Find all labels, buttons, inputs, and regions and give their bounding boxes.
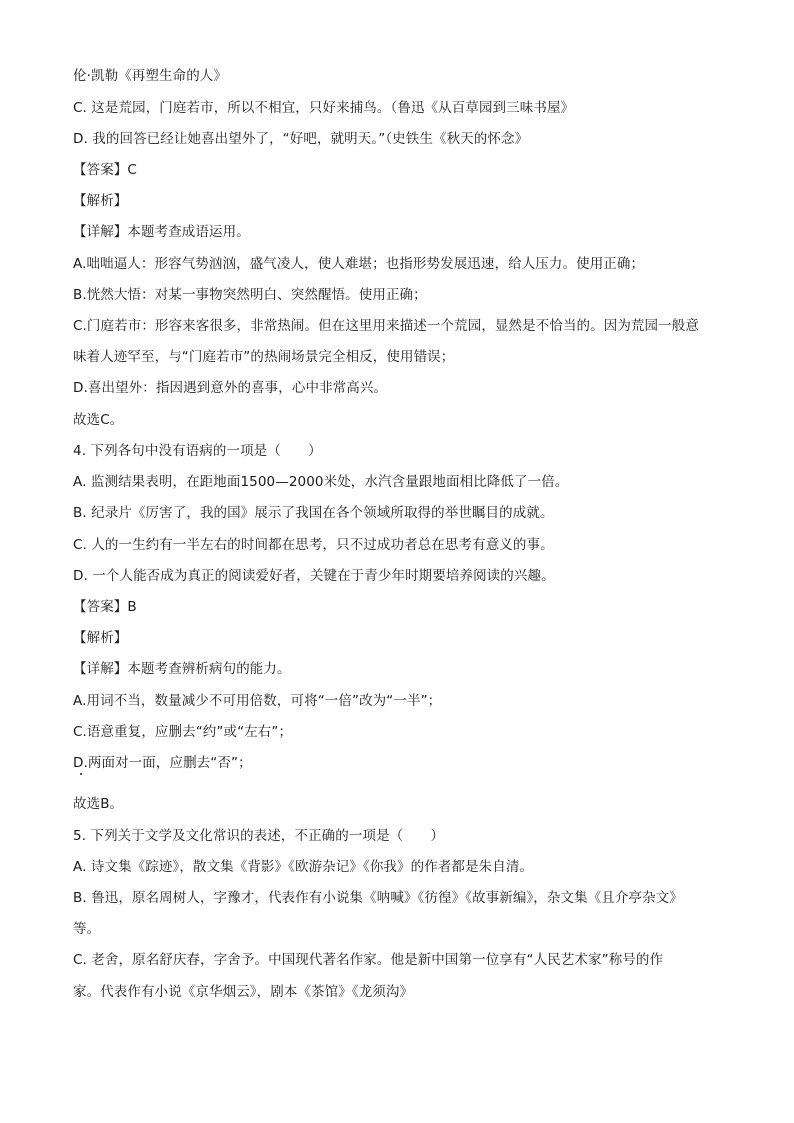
text-line: A.用词不当，数量减少不可用倍数，可将“一倍”改为“一半”； (73, 693, 442, 709)
option-line: A. 监测结果表明，在距地面1500—2000米处，水汽含量跟地面相比降低了一倍。 (73, 474, 569, 490)
option-line: A. 诗文集《踪迹》，散文集《背影》《欧游杂记》《你我》的作者都是朱自清。 (73, 859, 534, 875)
answer-label: 【答案】C (73, 162, 137, 178)
stray-mark (80, 773, 82, 775)
text-line: C. 这是荒园，门庭若市，所以不相宜，只好来捕鸟。（鲁迅《从百草园到三味书屋》 (73, 100, 575, 116)
analysis-label: 【解析】 (73, 193, 128, 209)
option-line: D. 一个人能否成为真正的阅读爱好者，关键在于青少年时期要培养阅读的兴趣。 (73, 568, 555, 584)
text-line: D.喜出望外：指因遇到意外的喜事，心中非常高兴。 (73, 380, 388, 396)
text-line: D. 我的回答已经让她喜出望外了，“好吧，就明天。”（史铁生《秋天的怀念》 (73, 131, 529, 147)
text-line: 故选B。 (73, 796, 124, 812)
option-line: 家。代表作有小说《京华烟云》，剧本《茶馆》《龙须沟》 (73, 984, 414, 1000)
text-line: C.门庭若市：形容来客很多，非常热闹。但在这里用来描述一个荒园，显然是不恰当的。因为荒园一般意 (73, 318, 699, 334)
question-title: 5. 下列关于文学及文化常识的表述，不正确的一项是（ ） (73, 828, 445, 844)
option-line: C. 老舍，原名舒庆春，字舍予。中国现代著名作家。他是新中国第一位享有“人民艺术家”称号的作 (73, 952, 664, 968)
text-line: 伦·凯勒《再塑生命的人》 (73, 68, 227, 84)
analysis-label: 【解析】 (73, 630, 128, 646)
option-line: 等。 (73, 921, 101, 937)
option-line: B. 纪录片《厉害了，我的国》展示了我国在各个领域所取得的举世瞩目的成就。 (73, 505, 554, 521)
detail-label: 【详解】本题考查成语运用。 (73, 224, 250, 240)
text-line: B.恍然大悟：对某一事物突然明白、突然醒悟。使用正确； (73, 287, 427, 303)
text-line: C.语意重复，应删去“约”或“左右”； (73, 724, 293, 740)
text-line: D.两面对一面，应删去“否”； (73, 755, 252, 771)
detail-label: 【详解】本题考查辨析病句的能力。 (73, 661, 291, 677)
text-line: 故选C。 (73, 412, 124, 428)
option-line: C. 人的一生约有一半左右的时间都在思考，只不过成功者总在思考有意义的事。 (73, 537, 554, 553)
text-line: 味着人迹罕至，与“门庭若市”的热闹场景完全相反，使用错误； (73, 349, 455, 365)
question-title: 4. 下列各句中没有语病的一项是（ ） (73, 443, 322, 459)
text-line: A.咄咄逼人：形容气势汹汹，盛气凌人，使人难堪；也指形势发展迅速，给人压力。使用正确； (73, 256, 645, 272)
option-line: B. 鲁迅，原名周树人，字豫才，代表作有小说集《呐喊》《彷徨》《故事新编》，杂文集《且介亭杂文》 (73, 890, 683, 906)
answer-label: 【答案】B (73, 599, 137, 615)
